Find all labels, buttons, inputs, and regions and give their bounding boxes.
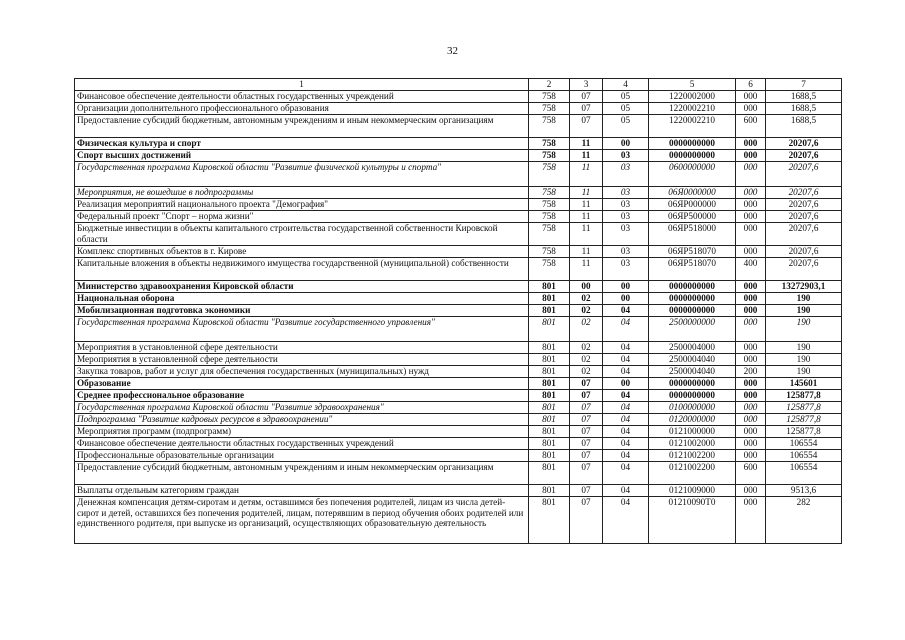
row-subsection-cell: 04 <box>603 485 649 497</box>
row-target-article-cell: 0120000000 <box>649 414 736 426</box>
row-name-cell: Мероприятия в установленной сфере деятельности <box>75 354 529 366</box>
row-target-article-cell: 2500004000 <box>649 342 736 354</box>
row-subsection-cell: 03 <box>603 162 649 187</box>
table-row <box>75 103 842 115</box>
row-section-cell: 07 <box>570 115 603 138</box>
row-subsection-cell: 04 <box>603 366 649 378</box>
row-subsection-cell: 04 <box>603 450 649 462</box>
row-subsection-cell: 00 <box>603 281 649 293</box>
row-target-article-cell: 06ЯP500000 <box>649 211 736 223</box>
header-cell-4: 4 <box>603 79 649 91</box>
table-row <box>75 281 842 293</box>
row-target-article-cell: 0121000000 <box>649 426 736 438</box>
table-row <box>75 187 842 199</box>
row-name-cell: Выплаты отдельным категориям граждан <box>75 485 529 497</box>
row-amount-cell: 282 <box>766 497 842 544</box>
header-cell-2: 2 <box>529 79 570 91</box>
row-code-cell: 758 <box>529 103 570 115</box>
row-subsection-cell: 04 <box>603 305 649 317</box>
row-section-cell: 07 <box>570 378 603 390</box>
table-row <box>75 246 842 258</box>
row-subsection-cell: 04 <box>603 390 649 402</box>
row-expense-type-cell: 000 <box>736 223 766 246</box>
row-expense-type-cell: 600 <box>736 115 766 138</box>
row-name-cell: Среднее профессиональное образование <box>75 390 529 402</box>
row-code-cell: 801 <box>529 366 570 378</box>
row-subsection-cell: 03 <box>603 246 649 258</box>
row-section-cell: 07 <box>570 103 603 115</box>
header-cell-5: 5 <box>649 79 736 91</box>
row-expense-type-cell: 000 <box>736 450 766 462</box>
row-amount-cell: 20207,6 <box>766 150 842 162</box>
row-target-article-cell: 0600000000 <box>649 162 736 187</box>
row-section-cell: 07 <box>570 390 603 402</box>
row-expense-type-cell: 600 <box>736 462 766 485</box>
row-section-cell: 00 <box>570 281 603 293</box>
row-target-article-cell: 0121002000 <box>649 438 736 450</box>
row-section-cell: 07 <box>570 485 603 497</box>
row-target-article-cell: 1220002210 <box>649 115 736 138</box>
row-subsection-cell: 04 <box>603 497 649 544</box>
row-target-article-cell: 2500004040 <box>649 366 736 378</box>
row-code-cell: 758 <box>529 150 570 162</box>
row-amount-cell: 125877,8 <box>766 402 842 414</box>
row-name-cell: Министерство здравоохранения Кировской области <box>75 281 529 293</box>
row-expense-type-cell: 000 <box>736 378 766 390</box>
row-amount-cell: 190 <box>766 305 842 317</box>
row-section-cell: 11 <box>570 246 603 258</box>
row-amount-cell: 13272903,1 <box>766 281 842 293</box>
row-name-cell: Мероприятия в установленной сфере деятельности <box>75 342 529 354</box>
row-expense-type-cell: 000 <box>736 414 766 426</box>
row-name-cell: Организации дополнительного профессионального образования <box>75 103 529 115</box>
row-code-cell: 758 <box>529 258 570 281</box>
row-target-article-cell: 0000000000 <box>649 390 736 402</box>
table-row <box>75 162 842 187</box>
table-row <box>75 497 842 544</box>
row-target-article-cell: 0000000000 <box>649 138 736 150</box>
page-number: 32 <box>447 45 458 57</box>
row-section-cell: 07 <box>570 414 603 426</box>
row-section-cell: 02 <box>570 305 603 317</box>
table-row <box>75 150 842 162</box>
row-code-cell: 801 <box>529 497 570 544</box>
row-amount-cell: 20207,6 <box>766 187 842 199</box>
row-section-cell: 07 <box>570 438 603 450</box>
row-target-article-cell: 0121002200 <box>649 462 736 485</box>
row-name-cell: Закупка товаров, работ и услуг для обеспечения государственных (муниципальных) нужд <box>75 366 529 378</box>
row-section-cell: 02 <box>570 317 603 342</box>
row-amount-cell: 125877,8 <box>766 414 842 426</box>
row-target-article-cell: 0000000000 <box>649 305 736 317</box>
row-code-cell: 801 <box>529 342 570 354</box>
table-row <box>75 378 842 390</box>
table-row <box>75 211 842 223</box>
row-expense-type-cell: 000 <box>736 342 766 354</box>
row-target-article-cell: 1220002000 <box>649 91 736 103</box>
table-row <box>75 426 842 438</box>
row-code-cell: 758 <box>529 223 570 246</box>
row-expense-type-cell: 000 <box>736 497 766 544</box>
row-expense-type-cell: 000 <box>736 317 766 342</box>
row-subsection-cell: 04 <box>603 462 649 485</box>
row-subsection-cell: 05 <box>603 115 649 138</box>
row-code-cell: 801 <box>529 390 570 402</box>
row-amount-cell: 1688,5 <box>766 91 842 103</box>
row-subsection-cell: 00 <box>603 138 649 150</box>
table-row <box>75 414 842 426</box>
row-expense-type-cell: 400 <box>736 258 766 281</box>
row-amount-cell: 20207,6 <box>766 162 842 187</box>
row-subsection-cell: 05 <box>603 103 649 115</box>
row-amount-cell: 190 <box>766 354 842 366</box>
row-amount-cell: 9513,6 <box>766 485 842 497</box>
row-name-cell: Подпрограмма "Развитие кадровых ресурсов в здравоохранении" <box>75 414 529 426</box>
row-target-article-cell: 06ЯP518070 <box>649 246 736 258</box>
row-subsection-cell: 03 <box>603 150 649 162</box>
row-amount-cell: 125877,8 <box>766 426 842 438</box>
row-expense-type-cell: 200 <box>736 366 766 378</box>
row-name-cell: Реализация мероприятий национального проекта "Демография" <box>75 199 529 211</box>
row-section-cell: 07 <box>570 402 603 414</box>
row-amount-cell: 20207,6 <box>766 223 842 246</box>
row-section-cell: 11 <box>570 187 603 199</box>
row-target-article-cell: 06Я0000000 <box>649 187 736 199</box>
row-code-cell: 758 <box>529 162 570 187</box>
row-code-cell: 801 <box>529 462 570 485</box>
row-expense-type-cell: 000 <box>736 485 766 497</box>
row-name-cell: Капитальные вложения в объекты недвижимого имущества государственной (муниципальной) собственности <box>75 258 529 281</box>
row-amount-cell: 145601 <box>766 378 842 390</box>
row-section-cell: 02 <box>570 342 603 354</box>
row-amount-cell: 106554 <box>766 438 842 450</box>
row-subsection-cell: 00 <box>603 378 649 390</box>
table-row <box>75 91 842 103</box>
row-code-cell: 801 <box>529 414 570 426</box>
row-code-cell: 758 <box>529 199 570 211</box>
row-code-cell: 758 <box>529 246 570 258</box>
row-expense-type-cell: 000 <box>736 438 766 450</box>
row-subsection-cell: 04 <box>603 414 649 426</box>
row-expense-type-cell: 000 <box>736 354 766 366</box>
header-cell-6: 6 <box>736 79 766 91</box>
row-target-article-cell: 06ЯP518000 <box>649 223 736 246</box>
table-row <box>75 305 842 317</box>
row-section-cell: 02 <box>570 354 603 366</box>
row-name-cell: Государственная программа Кировской области "Развитие государственного управления" <box>75 317 529 342</box>
table-row <box>75 223 842 246</box>
table-row <box>75 258 842 281</box>
row-subsection-cell: 04 <box>603 354 649 366</box>
table-row <box>75 138 842 150</box>
table-row <box>75 450 842 462</box>
row-code-cell: 758 <box>529 211 570 223</box>
row-amount-cell: 190 <box>766 366 842 378</box>
row-code-cell: 801 <box>529 305 570 317</box>
row-target-article-cell: 0121009000 <box>649 485 736 497</box>
row-amount-cell: 20207,6 <box>766 246 842 258</box>
row-target-article-cell: 2500000000 <box>649 317 736 342</box>
row-amount-cell: 190 <box>766 342 842 354</box>
row-code-cell: 801 <box>529 426 570 438</box>
row-expense-type-cell: 000 <box>736 390 766 402</box>
row-code-cell: 801 <box>529 293 570 305</box>
row-expense-type-cell: 000 <box>736 402 766 414</box>
row-section-cell: 07 <box>570 450 603 462</box>
table-row <box>75 462 842 485</box>
row-name-cell: Финансовое обеспечение деятельности областных государственных учреждений <box>75 91 529 103</box>
table-body <box>75 79 842 544</box>
row-subsection-cell: 03 <box>603 199 649 211</box>
row-amount-cell: 20207,6 <box>766 199 842 211</box>
row-name-cell: Предоставление субсидий бюджетным, автономным учреждениям и иным некоммерческим организациям <box>75 115 529 138</box>
row-subsection-cell: 05 <box>603 91 649 103</box>
row-subsection-cell: 00 <box>603 293 649 305</box>
row-expense-type-cell: 000 <box>736 162 766 187</box>
row-section-cell: 11 <box>570 138 603 150</box>
row-code-cell: 758 <box>529 138 570 150</box>
row-code-cell: 801 <box>529 378 570 390</box>
row-code-cell: 758 <box>529 91 570 103</box>
row-code-cell: 801 <box>529 354 570 366</box>
row-amount-cell: 20207,6 <box>766 138 842 150</box>
row-subsection-cell: 03 <box>603 223 649 246</box>
row-target-article-cell: 0000000000 <box>649 150 736 162</box>
row-section-cell: 11 <box>570 162 603 187</box>
row-code-cell: 758 <box>529 187 570 199</box>
table-row <box>75 402 842 414</box>
row-code-cell: 801 <box>529 317 570 342</box>
row-expense-type-cell: 000 <box>736 281 766 293</box>
row-expense-type-cell: 000 <box>736 305 766 317</box>
row-expense-type-cell: 000 <box>736 246 766 258</box>
row-section-cell: 11 <box>570 258 603 281</box>
row-name-cell: Финансовое обеспечение деятельности областных государственных учреждений <box>75 438 529 450</box>
table-row <box>75 390 842 402</box>
row-code-cell: 801 <box>529 438 570 450</box>
row-amount-cell: 125877,8 <box>766 390 842 402</box>
row-target-article-cell: 06ЯP000000 <box>649 199 736 211</box>
row-expense-type-cell: 000 <box>736 103 766 115</box>
table-row <box>75 293 842 305</box>
row-name-cell: Мероприятия программ (подпрограмм) <box>75 426 529 438</box>
row-section-cell: 02 <box>570 366 603 378</box>
header-cell-7: 7 <box>766 79 842 91</box>
row-subsection-cell: 04 <box>603 402 649 414</box>
row-name-cell: Предоставление субсидий бюджетным, автономным учреждениям и иным некоммерческим организациям <box>75 462 529 485</box>
row-target-article-cell: 0000000000 <box>649 281 736 293</box>
table-row <box>75 354 842 366</box>
row-target-article-cell: 01210090Т0 <box>649 497 736 544</box>
row-expense-type-cell: 000 <box>736 187 766 199</box>
row-subsection-cell: 03 <box>603 258 649 281</box>
row-name-cell: Денежная компенсация детям-сиротам и детям, оставшимся без попечения родителей, лицам из числа детей-сирот и детей, оставшихся без попечения родителей, лицам, потерявшим в период обучения обоих родителей или единственного родителя, при выпуске из организаций, осуществляющих образовательную деятельность <box>75 497 529 544</box>
row-amount-cell: 190 <box>766 293 842 305</box>
row-subsection-cell: 04 <box>603 317 649 342</box>
row-section-cell: 11 <box>570 150 603 162</box>
row-amount-cell: 1688,5 <box>766 115 842 138</box>
row-name-cell: Государственная программа Кировской области "Развитие здравоохранения" <box>75 402 529 414</box>
row-target-article-cell: 0100000000 <box>649 402 736 414</box>
row-name-cell: Профессиональные образовательные организации <box>75 450 529 462</box>
table-row <box>75 438 842 450</box>
row-amount-cell: 190 <box>766 317 842 342</box>
row-target-article-cell: 06ЯP518070 <box>649 258 736 281</box>
row-expense-type-cell: 000 <box>736 426 766 438</box>
row-name-cell: Спорт высших достижений <box>75 150 529 162</box>
row-expense-type-cell: 000 <box>736 150 766 162</box>
row-name-cell: Мероприятия, не вошедшие в подпрограммы <box>75 187 529 199</box>
row-expense-type-cell: 000 <box>736 293 766 305</box>
row-name-cell: Государственная программа Кировской области "Развитие физической культуры и спорта" <box>75 162 529 187</box>
row-section-cell: 11 <box>570 211 603 223</box>
row-subsection-cell: 04 <box>603 438 649 450</box>
row-expense-type-cell: 000 <box>736 211 766 223</box>
row-target-article-cell: 0121002200 <box>649 450 736 462</box>
row-name-cell: Образование <box>75 378 529 390</box>
row-name-cell: Национальная оборона <box>75 293 529 305</box>
budget-table <box>74 78 842 544</box>
table-header-row <box>75 79 842 91</box>
row-target-article-cell: 2500004040 <box>649 354 736 366</box>
table-row <box>75 485 842 497</box>
row-code-cell: 801 <box>529 281 570 293</box>
row-amount-cell: 20207,6 <box>766 258 842 281</box>
table-row <box>75 342 842 354</box>
row-section-cell: 11 <box>570 199 603 211</box>
row-code-cell: 801 <box>529 450 570 462</box>
row-amount-cell: 106554 <box>766 462 842 485</box>
row-name-cell: Федеральный проект "Спорт – норма жизни" <box>75 211 529 223</box>
table-row <box>75 366 842 378</box>
header-cell-1: 1 <box>75 79 529 91</box>
row-name-cell: Комплекс спортивных объектов в г. Кирове <box>75 246 529 258</box>
table-row <box>75 199 842 211</box>
row-name-cell: Бюджетные инвестиции в объекты капитального строительства государственной собственности Кировской области <box>75 223 529 246</box>
row-code-cell: 801 <box>529 485 570 497</box>
row-target-article-cell: 0000000000 <box>649 378 736 390</box>
row-subsection-cell: 03 <box>603 211 649 223</box>
row-amount-cell: 106554 <box>766 450 842 462</box>
row-section-cell: 11 <box>570 223 603 246</box>
row-target-article-cell: 1220002210 <box>649 103 736 115</box>
row-name-cell: Физическая культура и спорт <box>75 138 529 150</box>
row-code-cell: 801 <box>529 402 570 414</box>
row-section-cell: 02 <box>570 293 603 305</box>
row-subsection-cell: 04 <box>603 426 649 438</box>
row-subsection-cell: 03 <box>603 187 649 199</box>
row-amount-cell: 20207,6 <box>766 211 842 223</box>
row-section-cell: 07 <box>570 497 603 544</box>
row-code-cell: 758 <box>529 115 570 138</box>
table-row <box>75 317 842 342</box>
row-expense-type-cell: 000 <box>736 91 766 103</box>
row-target-article-cell: 0000000000 <box>649 293 736 305</box>
table-row <box>75 115 842 138</box>
row-section-cell: 07 <box>570 462 603 485</box>
header-cell-3: 3 <box>570 79 603 91</box>
row-subsection-cell: 04 <box>603 342 649 354</box>
row-amount-cell: 1688,5 <box>766 103 842 115</box>
row-expense-type-cell: 000 <box>736 199 766 211</box>
row-name-cell: Мобилизационная подготовка экономики <box>75 305 529 317</box>
row-section-cell: 07 <box>570 426 603 438</box>
row-expense-type-cell: 000 <box>736 138 766 150</box>
row-section-cell: 07 <box>570 91 603 103</box>
